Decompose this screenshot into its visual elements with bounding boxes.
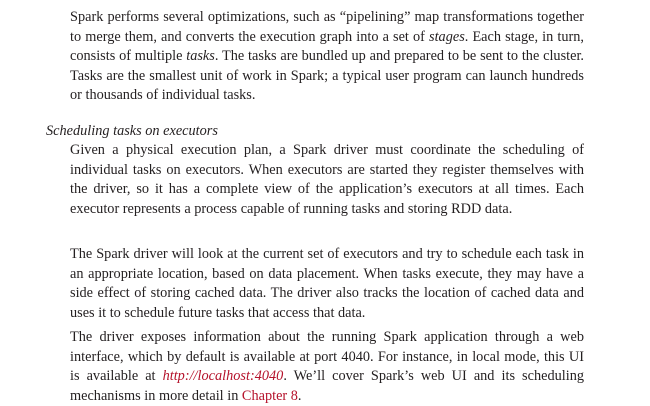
section-heading: Scheduling tasks on executors — [46, 123, 218, 139]
paragraph-stages-tasks — [70, 8, 584, 106]
paragraph-web-interface — [70, 328, 584, 406]
paragraph1-text-b: . Each stage, in turn, consists of multiple — [70, 28, 584, 65]
paragraph-driver-scheduling: The Spark driver will look at the current set of executors and try to schedule each task in an appropriate location, based on data placement. When tasks execute, they may have a side effect of storing cached data. The driver also tracks the location of cached data and uses it to schedule future tasks that access that data. — [70, 246, 584, 321]
term-tasks: tasks — [186, 48, 215, 65]
localhost-url-link[interactable]: http://localhost:4040 — [162, 368, 284, 385]
paragraph-driver-coordination: Given a physical execution plan, a Spark driver must coordinate the scheduling of individual tasks on executors. When executors are started they register themselves with the driver, so it has a complete view of the application’s executors at all times. Each executor represents a process capable of running tasks and storing RDD data. — [70, 142, 584, 217]
paragraph4-text-c: . — [297, 387, 302, 404]
chapter-8-link[interactable]: Chapter 8 — [241, 387, 298, 404]
paragraph4-text-a: The driver exposes information about the running Spark application through a web interface, which by default is available at port 4040. For instance, in local mode, this UI is available at — [70, 329, 584, 385]
term-stages: stages — [429, 28, 465, 45]
paragraph4-text-b: . We’ll cover Spark’s web UI and its scheduling mechanisms in more detail in — [70, 368, 584, 404]
paragraph1-text-a: Spark performs several optimizations, such as “pipelining” map transformations together to merge them, and converts the execution graph into a set of — [70, 9, 584, 45]
paragraph1-text-c: . The tasks are bundled up and prepared to be sent to the cluster. Tasks are the smallest unit of work in Spark; a typical user program can launch hundreds or thousands of individual tasks. — [70, 48, 585, 104]
